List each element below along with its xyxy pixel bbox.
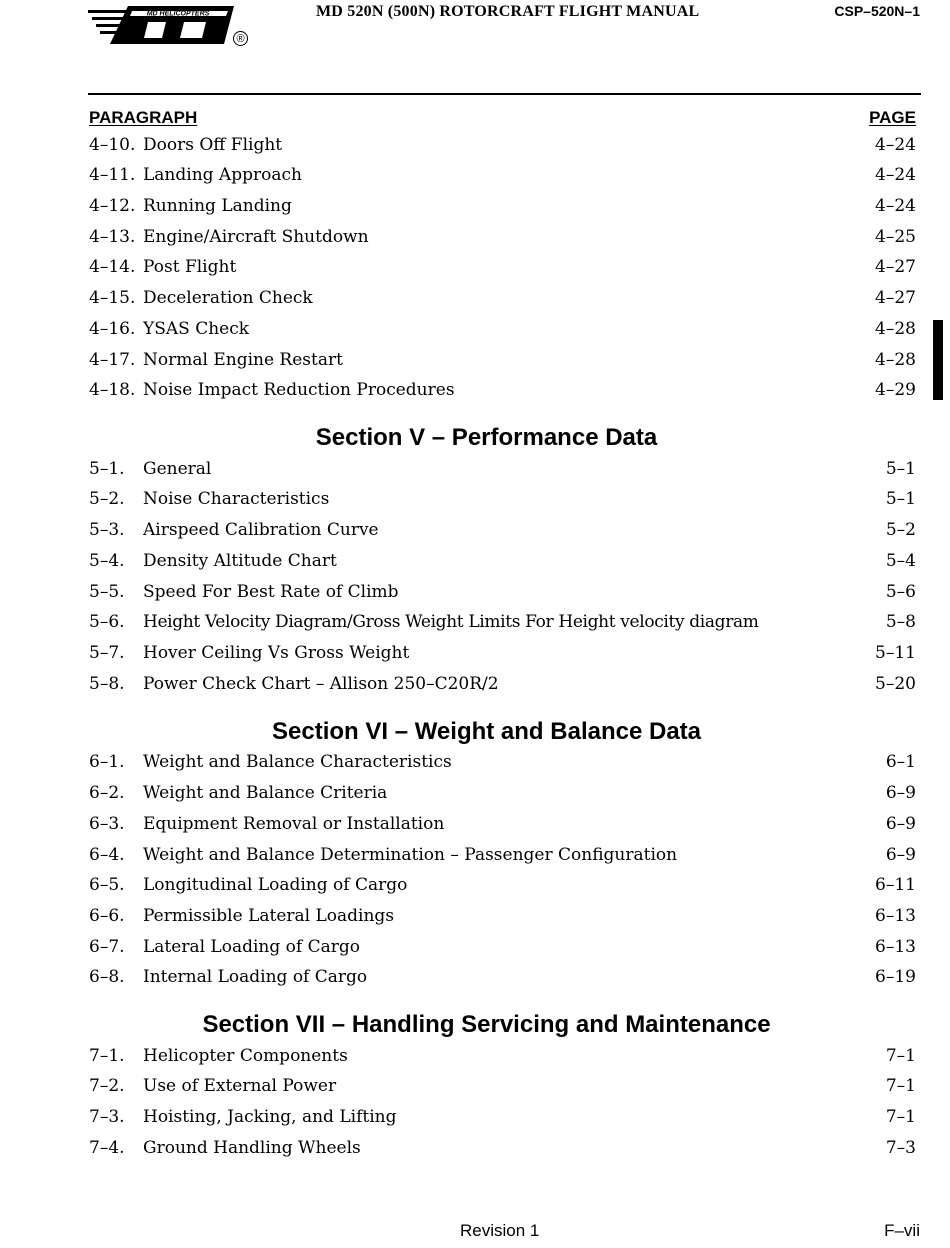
page-header (0, 0, 950, 60)
toc-entry-title: Lateral Loading of Cargo (143, 937, 366, 957)
toc-entry[interactable] (89, 1073, 916, 1099)
toc-entry-title: Equipment Removal or Installation (143, 814, 450, 834)
toc-entry-page: 6–11 (875, 875, 916, 895)
toc-entry-number: 6–5. (89, 875, 125, 895)
toc-entry[interactable] (89, 811, 916, 837)
toc-entry-title: Speed For Best Rate of Climb (143, 582, 405, 602)
toc-entry-title: Doors Off Flight (143, 135, 288, 155)
toc-entry-number: 5–6. (89, 612, 125, 632)
toc-entry-title: Power Check Chart – Allison 250–C20R/2 (143, 674, 505, 694)
toc-entry-page: 4–29 (875, 380, 916, 400)
toc-entry-title: Permissible Lateral Loadings (143, 906, 400, 926)
toc-entry[interactable] (89, 254, 916, 280)
toc-entry-title: Use of External Power (143, 1076, 342, 1096)
toc-entry[interactable] (89, 162, 916, 188)
toc-entry-title: Ground Handling Wheels (143, 1138, 367, 1158)
toc-entry-page: 5–11 (875, 643, 916, 663)
toc-entry-number: 6–7. (89, 937, 125, 957)
toc-entry-title: Airspeed Calibration Curve (143, 520, 385, 540)
toc-entry[interactable] (89, 579, 916, 605)
toc-entry-number: 6–1. (89, 752, 125, 772)
toc-entry-number: 4–16. (89, 319, 136, 339)
toc-entry-title: Weight and Balance Determination – Passenger Configuration (143, 845, 683, 865)
toc-entry-page: 4–27 (875, 288, 916, 308)
toc-entry-number: 5–7. (89, 643, 125, 663)
toc-entry-page: 4–25 (875, 227, 916, 247)
toc-entry-number: 5–4. (89, 551, 125, 571)
toc-entry-number: 6–8. (89, 967, 125, 987)
toc-entry-number: 6–3. (89, 814, 125, 834)
toc-entry-number: 5–8. (89, 674, 125, 694)
toc-entry[interactable] (89, 517, 916, 543)
toc-entry-title: Noise Characteristics (143, 489, 335, 509)
toc-entry-title: Weight and Balance Criteria (143, 783, 393, 803)
toc-entry-page: 5–1 (885, 489, 916, 509)
toc-entry[interactable] (89, 316, 916, 342)
toc-entry-page: 6–9 (885, 814, 916, 834)
toc-entry-number: 4–12. (89, 196, 136, 216)
toc-entry-number: 6–4. (89, 845, 125, 865)
toc-entry[interactable] (89, 780, 916, 806)
paragraph-column-heading: PARAGRAPH (89, 108, 198, 127)
registered-mark: ® (233, 31, 248, 46)
toc-entry[interactable] (89, 456, 916, 482)
toc-entry-number: 7–3. (89, 1107, 125, 1127)
change-bar (933, 320, 943, 400)
toc-entry[interactable] (89, 193, 916, 219)
toc-entry-title: Normal Engine Restart (143, 350, 349, 370)
toc-entry-title: Landing Approach (143, 165, 308, 185)
toc-entry-number: 4–10. (89, 135, 136, 155)
toc-entry-page: 6–13 (875, 906, 916, 926)
section-heading: Section VI – Weight and Balance Data (272, 718, 701, 745)
toc-entry-number: 4–18. (89, 380, 136, 400)
toc-entry-number: 4–11. (89, 165, 136, 185)
toc-entry-number: 7–2. (89, 1076, 125, 1096)
toc-entry-page: 4–28 (875, 319, 916, 339)
toc-entry-page: 5–6 (885, 582, 916, 602)
toc-entry[interactable] (89, 903, 916, 929)
toc-entry-page: 7–1 (885, 1107, 916, 1127)
toc-entry[interactable] (89, 749, 916, 775)
toc-entry-title: Height Velocity Diagram/Gross Weight Limits For Height velocity diagram (143, 612, 765, 632)
document-id: CSP–520N–1 (834, 3, 920, 19)
toc-entry-title: Noise Impact Reduction Procedures (143, 380, 461, 400)
toc-entry-page: 4–28 (875, 350, 916, 370)
toc-entry[interactable] (89, 1043, 916, 1069)
toc-entry[interactable] (89, 548, 916, 574)
toc-entry-title: YSAS Check (143, 319, 255, 339)
toc-entry[interactable] (89, 285, 916, 311)
toc-entry-page: 7–1 (885, 1076, 916, 1096)
toc-entry-number: 5–2. (89, 489, 125, 509)
toc-entry-number: 7–4. (89, 1138, 125, 1158)
toc-entry-page: 6–13 (875, 937, 916, 957)
toc-entry-page: 4–27 (875, 257, 916, 277)
toc-entry-number: 6–6. (89, 906, 125, 926)
toc-entry-title: Weight and Balance Characteristics (143, 752, 458, 772)
toc-entry-number: 4–13. (89, 227, 136, 247)
toc-entry-title: Engine/Aircraft Shutdown (143, 227, 375, 247)
toc-entry-number: 5–5. (89, 582, 125, 602)
toc-entry-page: 4–24 (875, 165, 916, 185)
page-number: F–vii (884, 1221, 920, 1240)
toc-entry-number: 4–15. (89, 288, 136, 308)
toc-entry[interactable] (89, 347, 916, 373)
header-rule (88, 93, 921, 95)
toc-entry-number: 4–14. (89, 257, 136, 277)
toc-entry-page: 6–9 (885, 783, 916, 803)
toc-entry-number: 6–2. (89, 783, 125, 803)
toc-entry-page: 5–1 (885, 459, 916, 479)
toc-entry[interactable] (89, 640, 916, 666)
section-heading: Section V – Performance Data (315, 424, 658, 451)
toc-entry-page: 6–1 (885, 752, 916, 772)
toc-entry-title: Density Altitude Chart (143, 551, 343, 571)
toc-entry-page: 4–24 (875, 135, 916, 155)
logo-wordmark: MD HELICOPTERS (146, 10, 210, 18)
manual-title: MD 520N (500N) ROTORCRAFT FLIGHT MANUAL (316, 3, 700, 20)
toc-entry-page: 6–19 (875, 967, 916, 987)
toc-entry-page: 7–3 (885, 1138, 916, 1158)
toc-entry-page: 5–2 (885, 520, 916, 540)
toc-entry[interactable] (89, 1135, 916, 1161)
toc-entry[interactable] (89, 132, 916, 158)
toc-entry-title: Running Landing (143, 196, 298, 216)
toc-entry[interactable] (89, 964, 916, 990)
toc-entry-page: 5–4 (885, 551, 916, 571)
toc-entry[interactable] (89, 1104, 916, 1130)
toc-entry-page: 5–20 (875, 674, 916, 694)
toc-entry-title: Deceleration Check (143, 288, 319, 308)
toc-entry-number: 5–1. (89, 459, 125, 479)
toc-entry-title: Post Flight (143, 257, 242, 277)
toc-entry[interactable] (89, 486, 916, 512)
toc-entry-number: 4–17. (89, 350, 136, 370)
toc-entry-title: Hover Ceiling Vs Gross Weight (143, 643, 415, 663)
toc-entry[interactable] (89, 934, 916, 960)
toc-entry-number: 5–3. (89, 520, 125, 540)
toc-entry-title: Longitudinal Loading of Cargo (143, 875, 413, 895)
section-heading: Section VII – Handling Servicing and Maintenance (202, 1011, 771, 1038)
toc-entry[interactable] (89, 872, 916, 898)
toc-entry-page: 5–8 (885, 612, 916, 632)
toc-entry-title: Hoisting, Jacking, and Lifting (143, 1107, 402, 1127)
toc-entry-page: 7–1 (885, 1046, 916, 1066)
toc-entry-title: Internal Loading of Cargo (143, 967, 373, 987)
toc-entry-number: 7–1. (89, 1046, 125, 1066)
md-helicopters-logo (88, 2, 238, 46)
toc-entry[interactable] (89, 377, 916, 403)
toc-entry[interactable] (89, 671, 916, 697)
toc-entry[interactable] (89, 224, 916, 250)
page-column-heading: PAGE (869, 108, 916, 127)
revision-label: Revision 1 (460, 1221, 540, 1240)
toc-entry-title: Helicopter Components (143, 1046, 354, 1066)
toc-entry-page: 6–9 (885, 845, 916, 865)
toc-entry-title: General (143, 459, 217, 479)
toc-entry-page: 4–24 (875, 196, 916, 216)
toc-entry[interactable] (89, 609, 916, 635)
toc-entry[interactable] (89, 842, 916, 868)
